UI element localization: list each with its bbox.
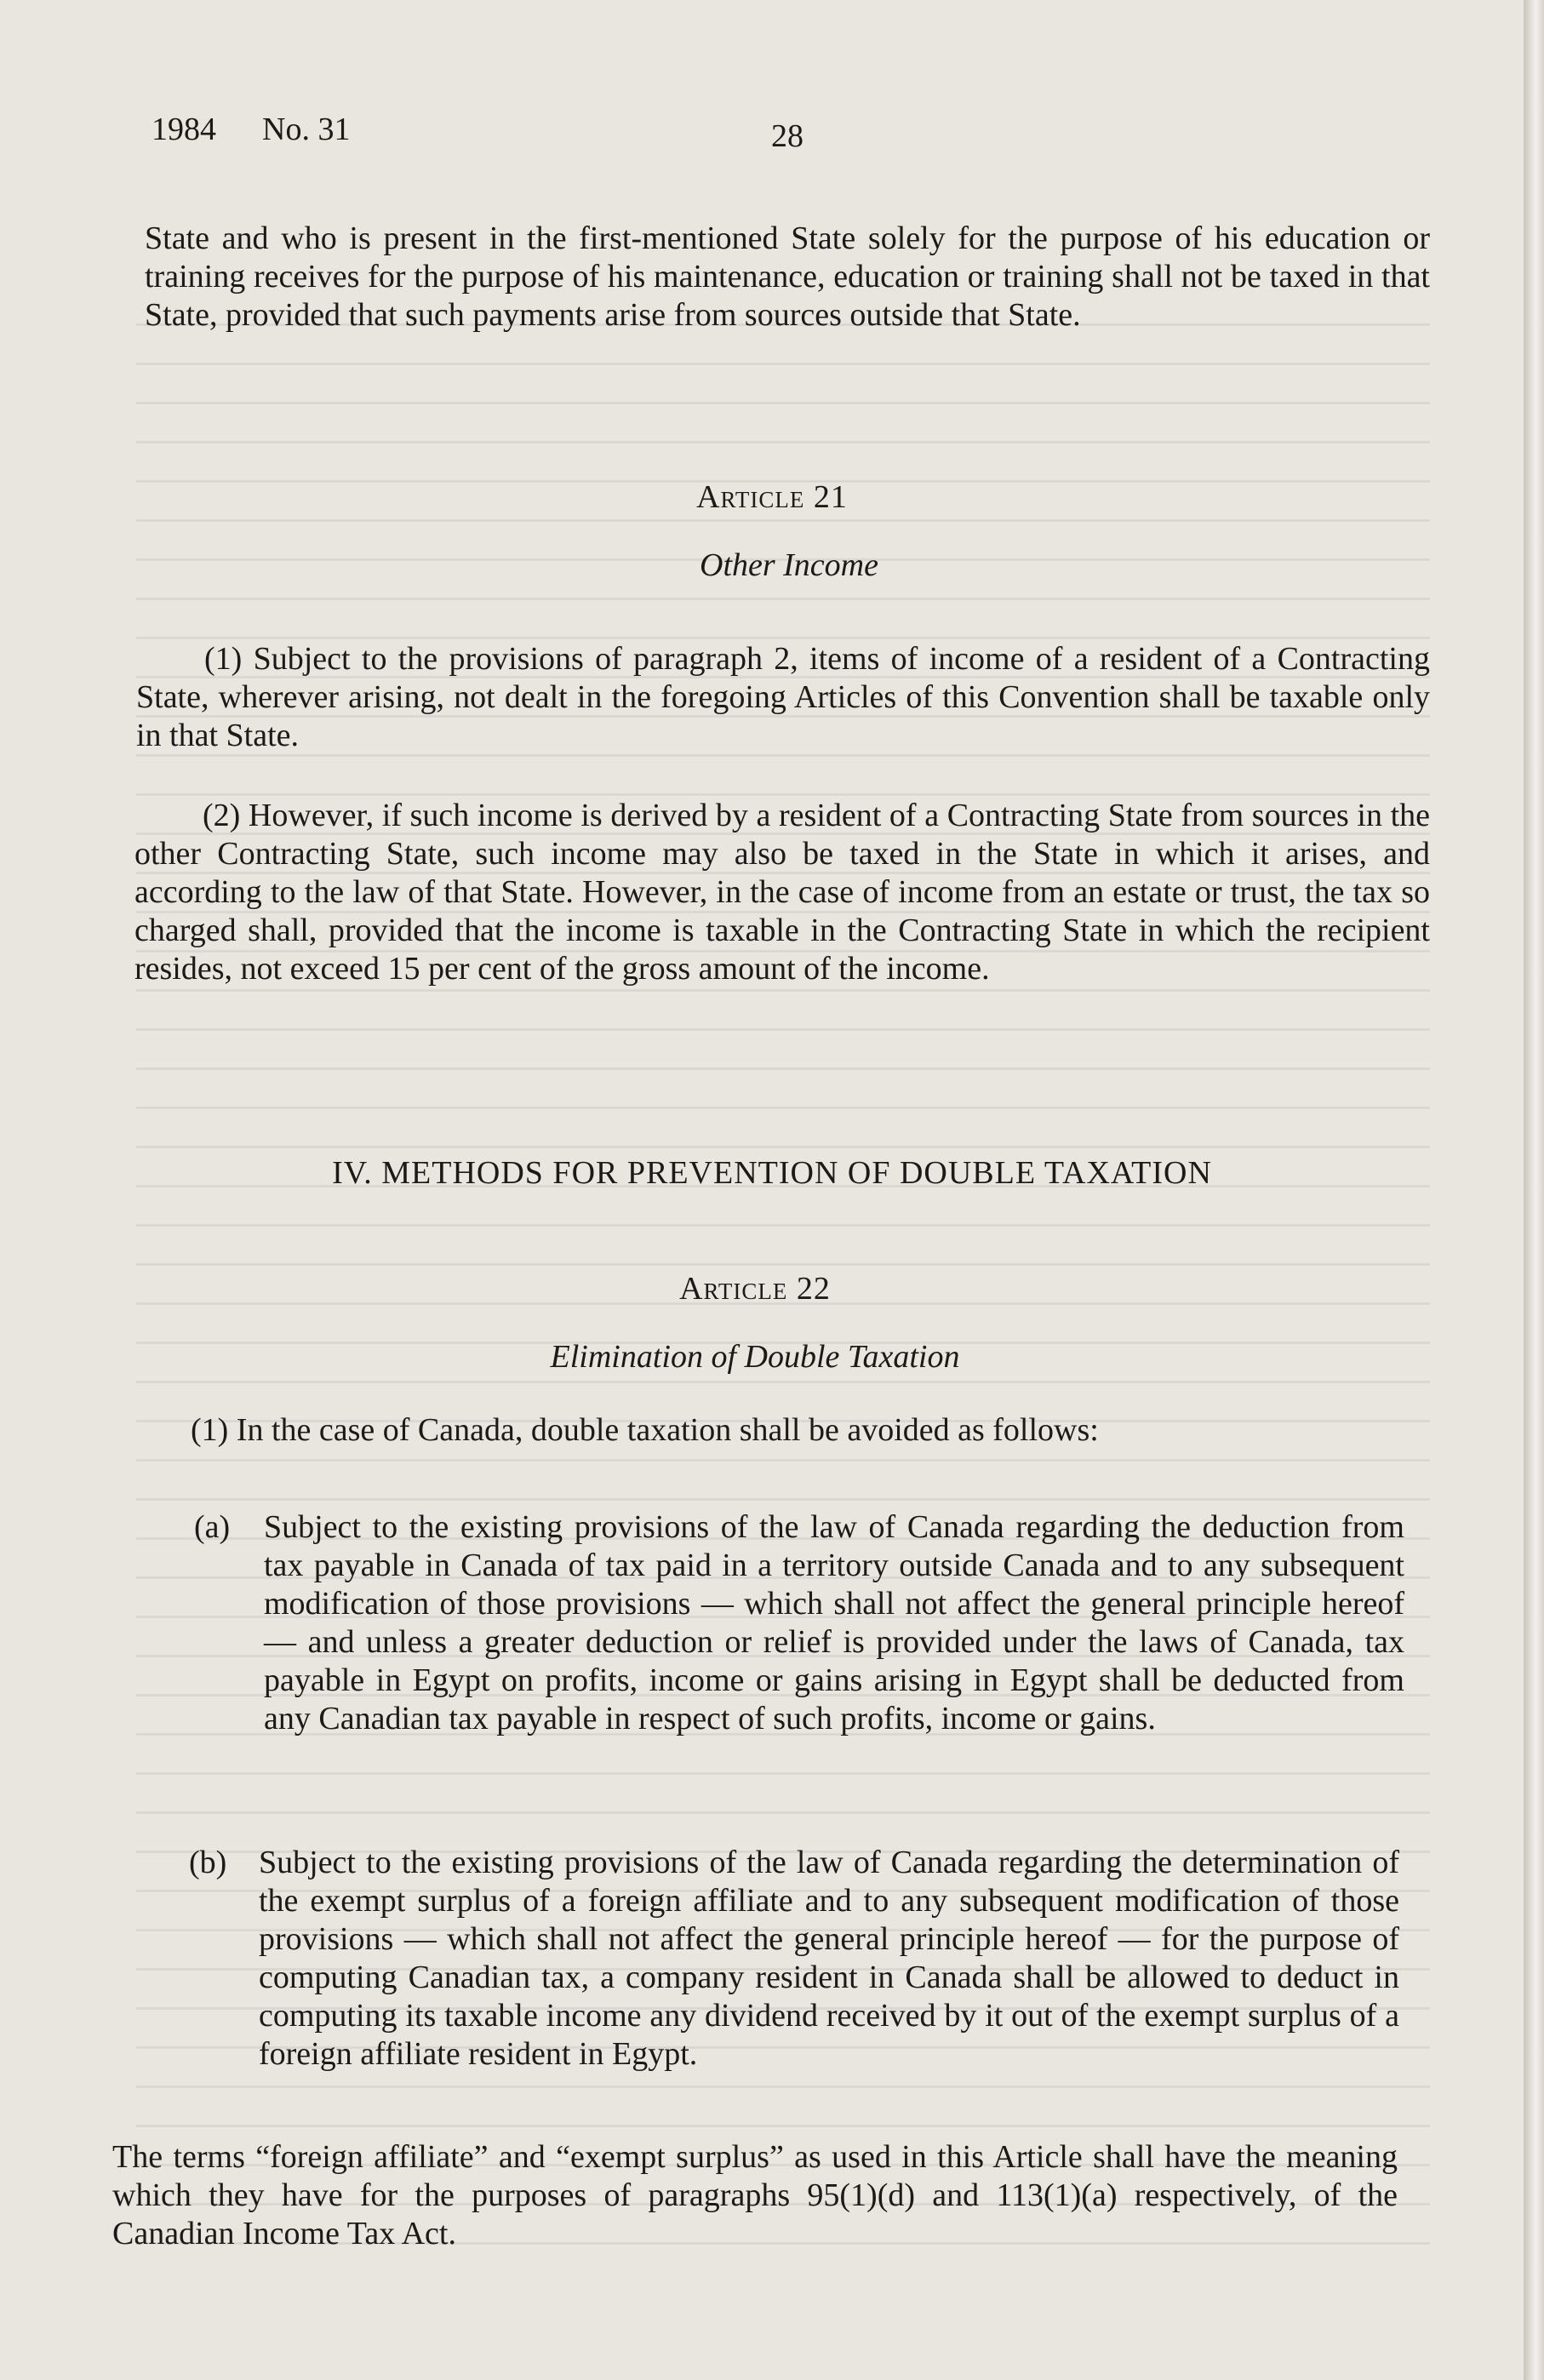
header-year: 1984 [152, 112, 216, 147]
article-21-title: Article 21 [696, 479, 848, 515]
item-a-text: Subject to the existing provisions of the law of Canada regarding the deduction from tax payable in Canada of tax paid in a territory outside Canada and to any subsequent modification of those provisions — which shall not affect the general principle hereof — and unless a greater deduction or relief is provided under the laws of Canada, tax payable in Egypt on profits, income or gains arising in Egypt shall be deducted from any Canadian tax payable in respect of such profits, income or gains. [264, 1509, 1404, 1736]
item-b-text: Subject to the existing provisions of the law of Canada regarding the determination of the exempt surplus of a foreign affiliate and to any subsequent modification of those provisions — which shall not affect the general principle hereof — for the purpose of computing Canadian tax, a company resident in Canada shall be allowed to deduct in computing its taxable income any dividend received by it out of the exempt surplus of a foreign affiliate resident in Egypt. [259, 1845, 1399, 2072]
article-22-title: Article 22 [679, 1271, 831, 1307]
item-a-marker: (a) [194, 1509, 231, 1545]
article-21-subtitle: Other Income [700, 547, 878, 583]
article-22-subtitle: Elimination of Double Taxation [550, 1339, 960, 1375]
article-21-paragraph-1: (1) Subject to the provisions of paragraph 2, items of income of a resident of a Contracting State, wherever arising, not dealt in the foregoing Articles of this Convention shall be taxable only in that State. [136, 641, 1430, 753]
article-21-paragraph-2: (2) However, if such income is derived by a resident of a Contracting State from sources in the other Contracting State, such income may also be taxed in the State in which it arises, and according to the law of that State. However, in the case of income from an estate or trust, the tax so charged shall, provided that the income is taxable in the Contracting State in which the recipient resides, not exceed 15 per cent of the gross amount of the income. [134, 798, 1430, 987]
page-edge [1524, 0, 1544, 2380]
header-statute-number: No. 31 [262, 112, 351, 147]
item-b-marker: (b) [189, 1845, 227, 1880]
intro-paragraph: State and who is present in the first-mentioned State solely for the purpose of his education or training receives for the purpose of his maintenance, education or training shall not be taxed in that State, provided that such payments arise from sources outside that State. [145, 220, 1430, 333]
section-heading: IV. METHODS FOR PREVENTION OF DOUBLE TAXATION [332, 1155, 1212, 1191]
page-number: 28 [771, 118, 803, 154]
article-22-paragraph-1: (1) In the case of Canada, double taxation shall be avoided as follows: [191, 1412, 1099, 1448]
article-22-final-paragraph: The terms “foreign affiliate” and “exempt surplus” as used in this Article shall have the meaning which they have for the purposes of paragraphs 95(1)(d) and 113(1)(a) respectively, of the Canadian Income Tax Act. [112, 2139, 1398, 2251]
